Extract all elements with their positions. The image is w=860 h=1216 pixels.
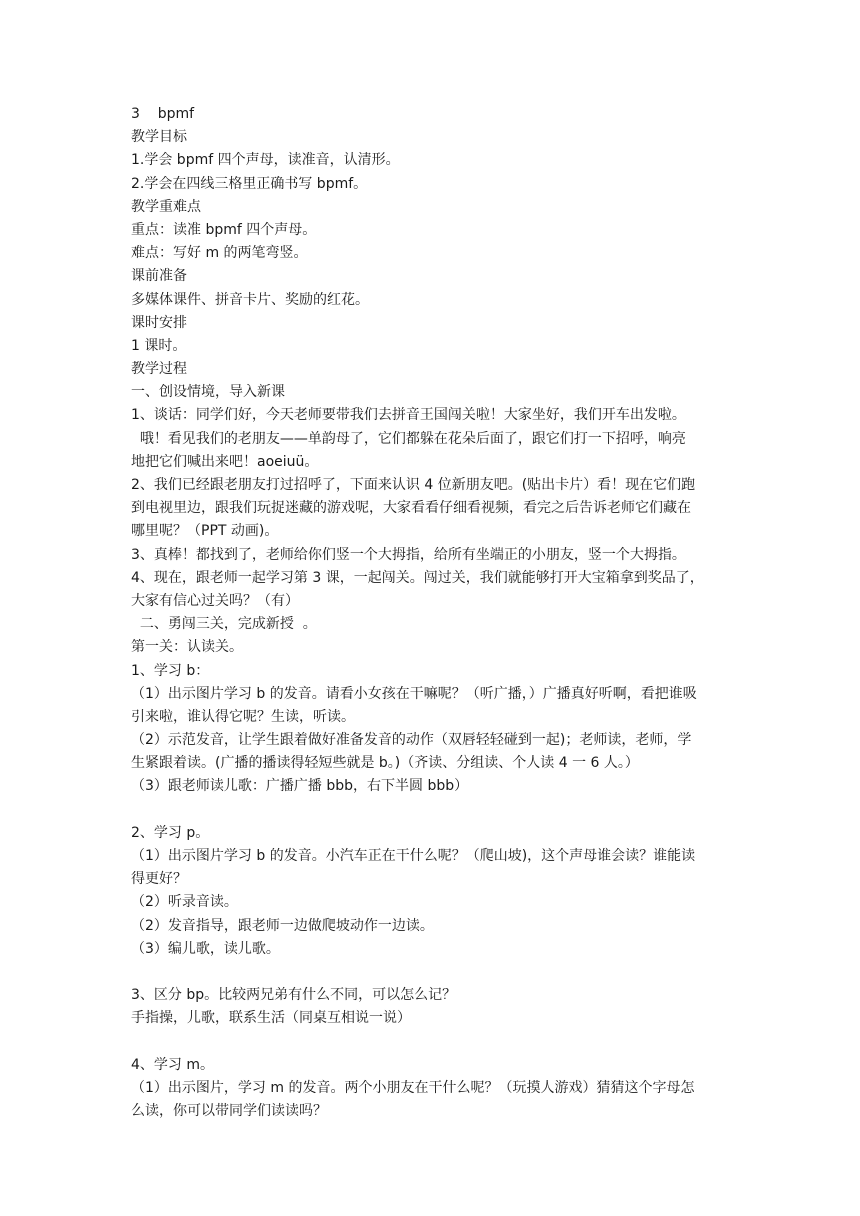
paragraph-line: 4、现在，跟老师一起学习第 3 课，一起闯关。闯过关，我们就能够打开大宝箱拿到奖品了， [131, 569, 704, 586]
paragraph-line: 2、学习 p。 [131, 824, 210, 841]
paragraph-line: 4、学习 m。 [131, 1056, 214, 1073]
paragraph-line: 到电视里边，跟我们玩捉迷藏的游戏呢，大家看看仔细看视频，看完之后告诉老师它们藏在 [131, 500, 691, 517]
paragraph-line: （2）发音指导，跟老师一边做爬坡动作一边读。 [131, 917, 434, 934]
paragraph-line: 引来啦，谁认得它呢？生读，听读。 [131, 708, 355, 725]
paragraph-line: （1）出示图片学习 b 的发音。小汽车正在干什么呢？（爬山坡)，这个声母谁会读？谁能读 [131, 848, 696, 864]
blank-line [131, 961, 737, 984]
paragraph-line: 2、我们已经跟老朋友打过招呼了，下面来认识 4 位新朋友吧。(贴出卡片）看！现在它们跑 [131, 477, 696, 493]
paragraph-line: 哦！看见我们的老朋友——单韵母了，它们都躲在花朵后面了，跟它们打一下招呼，响亮 [131, 430, 686, 447]
paragraph-line: 1、学习 b： [131, 662, 210, 679]
process-step-heading: 二、勇闯三关，完成新授 。 [131, 616, 317, 633]
section-heading-schedule: 课时安排 [131, 314, 187, 331]
section-heading-process: 教学过程 [131, 361, 187, 378]
paragraph-line: （1）出示图片学习 b 的发音。请看小女孩在干嘛呢？（听广播，）广播真好听啊，看把谁吸 [131, 685, 697, 702]
paragraph-line: （2）听录音读。 [131, 894, 238, 911]
difficult-point: 难点：写好 m 的两笔弯竖。 [131, 245, 308, 262]
goal-item: 1.学会 bpmf 四个声母，读准音，认清形。 [131, 152, 400, 169]
paragraph-line: （1）出示图片，学习 m 的发音。两个小朋友在干什么呢？（玩摸人游戏）猜猜这个字母怎 [131, 1079, 695, 1096]
preparation-text: 多媒体课件、拼音卡片、奖励的红花。 [131, 291, 369, 308]
paragraph-line: （2）示范发音，让学生跟着做好准备发音的动作（双唇轻轻碰到一起)；老师读，老师，学 [131, 732, 692, 749]
paragraph-line: （3）编儿歌，读儿歌。 [131, 940, 280, 957]
paragraph-line: 哪里呢？（PPT 动画)。 [131, 523, 279, 540]
key-point: 重点：读准 bpmf 四个声母。 [131, 221, 317, 238]
paragraph-line: 手指操，儿歌，联系生活（同桌互相说一说） [131, 1010, 411, 1027]
stage-heading: 第一关：认读关。 [131, 639, 243, 656]
paragraph-line: 3、区分 bp。比较两兄弟有什么不同，可以怎么记？ [131, 987, 457, 1004]
section-heading-goals: 教学目标 [131, 129, 187, 146]
paragraph-line: 么读，你可以带同学们读读吗？ [131, 1103, 327, 1120]
paragraph-line: 1、谈话：同学们好，今天老师要带我们去拼音王国闯关啦！大家坐好，我们开车出发啦。 [131, 407, 686, 424]
blank-line [131, 1031, 737, 1054]
process-step-heading: 一、创设情境，导入新课 [131, 384, 285, 401]
lesson-title: 3 bpmf [131, 106, 195, 122]
document-page [131, 103, 737, 1123]
schedule-text: 1 课时。 [131, 337, 187, 354]
section-heading-key-points: 教学重难点 [131, 198, 201, 215]
paragraph-line: 生紧跟着读。(广播的播读得轻短些就是 b。)（齐读、分组读、个人读 4 一 6 人。） [131, 755, 639, 772]
blank-line [131, 799, 737, 822]
paragraph-line: （3）跟老师读儿歌：广播广播 bbb，右下半圆 bbb） [131, 778, 469, 795]
paragraph-line: 3、真棒！都找到了，老师给你们竖一个大拇指，给所有坐端正的小朋友，竖一个大拇指。 [131, 546, 686, 563]
paragraph-line: 大家有信心过关吗？（有） [131, 592, 299, 609]
paragraph-line: 地把它们喊出来吧！aoeiuü。 [131, 453, 319, 470]
goal-item: 2.学会在四线三格里正确书写 bpmf。 [131, 175, 368, 192]
paragraph-line: 得更好？ [131, 871, 187, 888]
section-heading-preparation: 课前准备 [131, 268, 187, 285]
